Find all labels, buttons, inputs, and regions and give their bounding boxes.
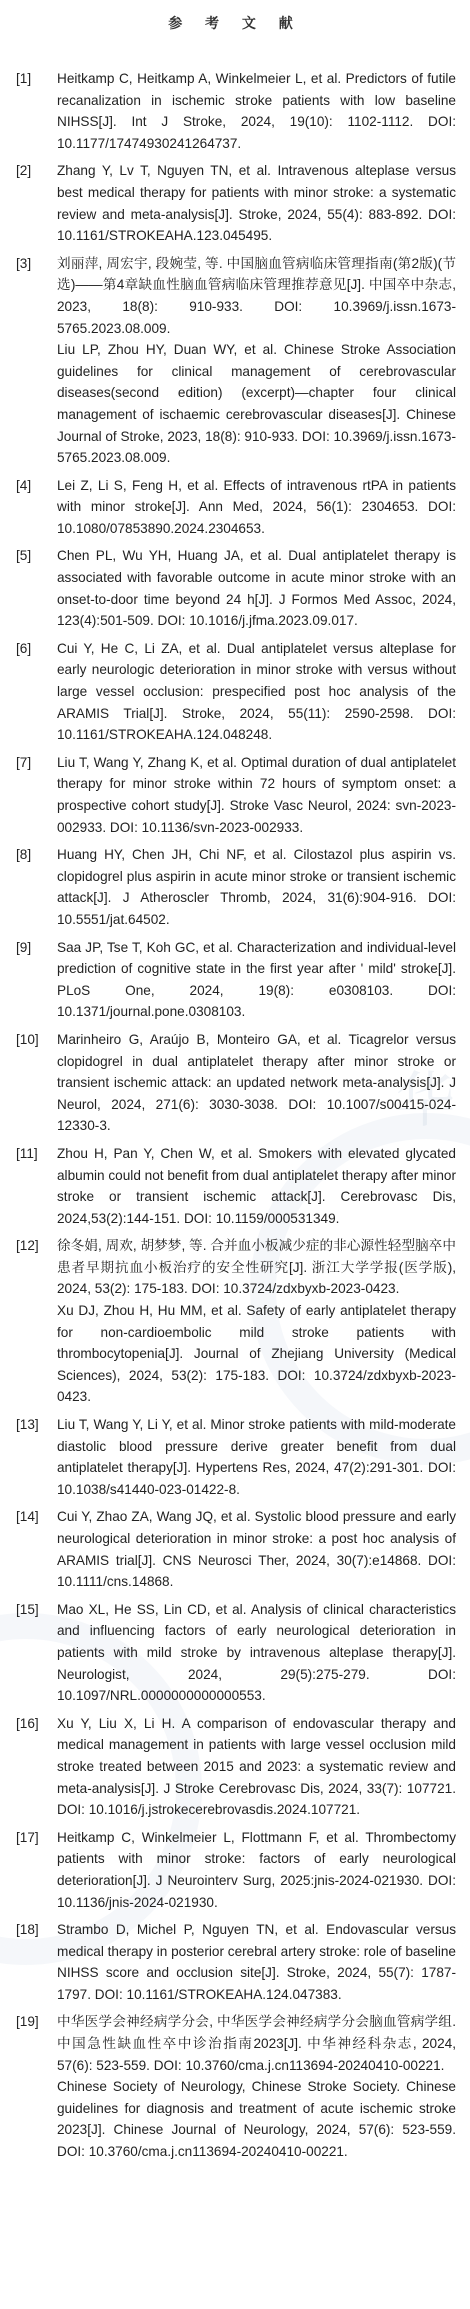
reference-body (57, 1919, 456, 2005)
reference-item (16, 253, 456, 469)
reference-item (16, 1143, 456, 1229)
reference-list (0, 68, 470, 2163)
reference-body (57, 1827, 456, 1913)
reference-number: [6] (16, 640, 32, 656)
reference-number: [8] (16, 847, 32, 863)
reference-text: Chinese Society of Neurology, Chinese Stroke Society. Chinese guidelines for diagnosis and treatment of acute ischemic stroke 2023[J]. Chinese Journal of Neurology, 2024, 57(6): 523-559. DOI: 10.3760/cma.j.cn113694-20240410-00221. (57, 2079, 456, 2160)
reference-number: [19] (16, 2014, 39, 2030)
reference-body (57, 68, 456, 154)
reference-text: Liu LP, Zhou HY, Duan WY, et al. Chinese Stroke Association guidelines for clinical management of cerebrovascular diseases(second edition) (excerpt)—chapter four clinical management of ischaemic cerebrovascular diseases[J]. Chinese Journal of Stroke, 2023, 18(8): 910-933. DOI: 10.3969/j.issn.1673-5765.2023.08.009. (57, 342, 456, 466)
reference-number: [5] (16, 548, 32, 564)
reference-item (16, 937, 456, 1023)
reference-number: [16] (16, 1715, 39, 1731)
reference-number: [13] (16, 1417, 39, 1433)
reference-body (57, 752, 456, 838)
reference-item (16, 638, 456, 746)
reference-number: [11] (16, 1145, 38, 1161)
reference-text: Mao XL, He SS, Lin CD, et al. Analysis of clinical characteristics and influencing factors of early neurological deterioration in patients with mild stroke by intravenous alteplase therapy[J]. Neurologist, 2024, 29(5):275-279. DOI: 10.1097/NRL.0000000000000553. (57, 1601, 456, 1704)
reference-text: 刘丽萍, 周宏宇, 段婉莹, 等. 中国脑血管病临床管理指南(第2版)(节选)——第4章缺血性脑血管病临床管理推荐意见[J]. 中国卒中杂志, 2023, 18(8): 910-933. DOI: 10.3969/j.issn.1673-5765.2023.08.009. (57, 255, 456, 336)
reference-text: Liu T, Wang Y, Zhang K, et al. Optimal duration of dual antiplatelet therapy for minor stroke within 72 hours of symptom onset: a prospective cohort study[J]. Stroke Vasc Neurol, 2024: svn-2023-002933. DOI: 10.1136/svn-2023-002933. (57, 754, 456, 835)
reference-text: Heitkamp C, Heitkamp A, Winkelmeier L, et al. Predictors of futile recanalization in ischemic stroke patients with low baseline NIHSS[J]. Int J Stroke, 2024, 19(10): 1102-1112. DOI: 10.1177/17474930241264737. (57, 71, 456, 151)
reference-text: Marinheiro G, Araújo B, Monteiro GA, et al. Ticagrelor versus clopidogrel in dual antiplatelet therapy after minor stroke or transient ischemic attack: an updated network meta-analysis[J]. J Neurol, 2024, 271(6): 3030-3038. DOI: 10.1007/s00415-024-12330-3. (57, 1031, 456, 1134)
reference-text: Saa JP, Tse T, Koh GC, et al. Characterization and individual-level prediction of cognitive state in the first year after ' mild' stroke[J]. PLoS One, 2024, 19(8): e0308103. DOI: 10.1371/journal.pone.0308103. (57, 939, 456, 1020)
reference-item (16, 2011, 456, 2162)
reference-body (57, 1143, 456, 1229)
reference-item (16, 1235, 456, 1408)
reference-text: Zhou H, Pan Y, Chen W, et al. Smokers with elevated glycated albumin could not benefit from dual antiplatelet therapy after minor stroke or transient ischemic attack[J]. Cerebrovasc Dis, 2024,53(2):144-151. DOI: 10.1159/000531349. (57, 1145, 456, 1226)
reference-body (57, 1599, 456, 1707)
reference-body (57, 545, 456, 631)
reference-item (16, 752, 456, 838)
reference-text: Liu T, Wang Y, Li Y, et al. Minor stroke patients with mild-moderate diastolic blood pressure derive greater benefit from dual antiplatelet therapy[J]. Hypertens Res, 2024, 47(2):291-301. DOI: 10.1038/s41440-023-01422-8. (57, 1417, 456, 1497)
reference-text: Chen PL, Wu YH, Huang JA, et al. Dual antiplatelet therapy is associated with favorable outcome in acute minor stroke with an onset-to-door time beyond 24 h[J]. J Formos Med Assoc, 2024, 123(4):501-509. DOI: 10.1016/j.jfma.2023.09.017. (57, 548, 456, 629)
page-title: 参 考 文 献 (168, 16, 302, 32)
reference-item (16, 1414, 456, 1500)
reference-text: Heitkamp C, Winkelmeier L, Flottmann F, et al. Thrombectomy patients with minor stroke: factors of early neurological deterioration[J]. J Neurointerv Surg, 2025:jnis-2024-021930. DOI: 10.1136/jnis-2024-021930. (57, 1829, 456, 1910)
reference-text: Huang HY, Chen JH, Chi NF, et al. Cilostazol plus aspirin vs. clopidogrel plus aspirin in acute minor stroke or transient ischemic attack[J]. J Atheroscler Thromb, 2024, 31(6):904-916. DOI: 10.5551/jat.64502. (57, 847, 456, 927)
reference-body (57, 937, 456, 1023)
reference-text: 徐冬娟, 周欢, 胡梦梦, 等. 合并血小板减少症的非心源性轻型脑卒中患者早期抗血小板治疗的安全性研究[J]. 浙江大学学报(医学版), 2024, 53(2): 175-183. DOI: 10.3724/zdxbyxb-2023-0423. (57, 1238, 456, 1297)
reference-item (16, 844, 456, 930)
reference-text: 中华医学会神经病学分会, 中华医学会神经病学分会脑血管病学组. 中国急性缺血性卒中诊治指南2023[J]. 中华神经科杂志, 2024, 57(6): 523-559. DOI: 10.3760/cma.j.cn113694-20240410-00221. (57, 2014, 456, 2073)
reference-body (57, 2011, 456, 2162)
reference-body (57, 160, 456, 246)
reference-number: [2] (16, 163, 32, 179)
reference-text: Cui Y, Zhao ZA, Wang JQ, et al. Systolic blood pressure and early neurological deterioration in minor stroke: a post hoc analysis of ARAMIS trial[J]. CNS Neurosci Ther, 2024, 30(7):e14868. DOI: 10.1111/cns.14868. (57, 1509, 456, 1590)
reference-body (57, 1235, 456, 1408)
reference-item (16, 545, 456, 631)
reference-text: Xu DJ, Zhou H, Hu MM, et al. Safety of early antiplatelet therapy for non-cardioembolic mild stroke patients with thrombocytopenia[J]. Journal of Zhejiang University (Medical Sciences), 2024, 53(2): 175-183. DOI: 10.3724/zdxbyxb-2023-0423. (57, 1303, 456, 1405)
reference-number: [17] (16, 1829, 39, 1845)
reference-text: Lei Z, Li S, Feng H, et al. Effects of intravenous rtPA in patients with minor stroke[J]. Ann Med, 2024, 56(1): 2304653. DOI: 10.1080/07853890.2024.2304653. (57, 477, 456, 536)
reference-text: Zhang Y, Lv T, Nguyen TN, et al. Intravenous alteplase versus best medical therapy for patients with minor stroke: a systematic review and meta-analysis[J]. Stroke, 2024, 55(4): 883-892. DOI: 10.1161/STROKEAHA.123.045495. (57, 163, 456, 244)
reference-number: [9] (16, 939, 32, 955)
watermark-glyph: 华 (395, 1066, 455, 1136)
reference-item (16, 1506, 456, 1592)
reference-body (57, 638, 456, 746)
reference-body (57, 1713, 456, 1821)
reference-body (57, 1506, 456, 1592)
reference-item (16, 1827, 456, 1913)
reference-number: [15] (16, 1601, 39, 1617)
reference-text: Strambo D, Michel P, Nguyen TN, et al. Endovascular versus medical therapy in posterior cerebral artery stroke: role of baseline NIHSS score and occlusion site[J]. Stroke, 2024, 55(7): 1787-1797. DOI: 10.1161/STROKEAHA.124.047383. (57, 1922, 456, 2002)
reference-body (57, 1414, 456, 1500)
reference-item (16, 160, 456, 246)
reference-item (16, 68, 456, 154)
reference-number: [7] (16, 754, 32, 770)
reference-number: [12] (16, 1238, 39, 1254)
reference-item (16, 475, 456, 540)
reference-number: [4] (16, 477, 32, 493)
reference-item (16, 1713, 456, 1821)
reference-text: Cui Y, He C, Li ZA, et al. Dual antiplatelet versus alteplase for early neurologic deterioration in minor stroke with versus without large vessel occlusion: prespecified post hoc analysis of the ARAMIS Trial[J]. Stroke, 2024, 55(11): 2590-2598. DOI: 10.1161/STROKEAHA.124.048248. (57, 640, 456, 743)
reference-number: [1] (16, 71, 32, 86)
reference-number: [3] (16, 255, 32, 271)
reference-body (57, 475, 456, 540)
reference-number: [14] (16, 1509, 39, 1525)
reference-number: [10] (16, 1031, 39, 1047)
reference-text: Xu Y, Liu X, Li H. A comparison of endovascular therapy and medical management in patients with large vessel occlusion mild stroke treated between 2015 and 2023: a systematic review and meta-analysis[J]. J Stroke Cerebrovasc Dis, 2024, 33(7): 107721. DOI: 10.1016/j.jstrokecerebrovasdis.2024.107721. (57, 1715, 456, 1818)
reference-body (57, 1029, 456, 1137)
reference-item (16, 1919, 456, 2005)
reference-body (57, 844, 456, 930)
reference-body (57, 253, 456, 469)
reference-number: [18] (16, 1922, 39, 1938)
reference-item (16, 1599, 456, 1707)
reference-item (16, 1029, 456, 1137)
